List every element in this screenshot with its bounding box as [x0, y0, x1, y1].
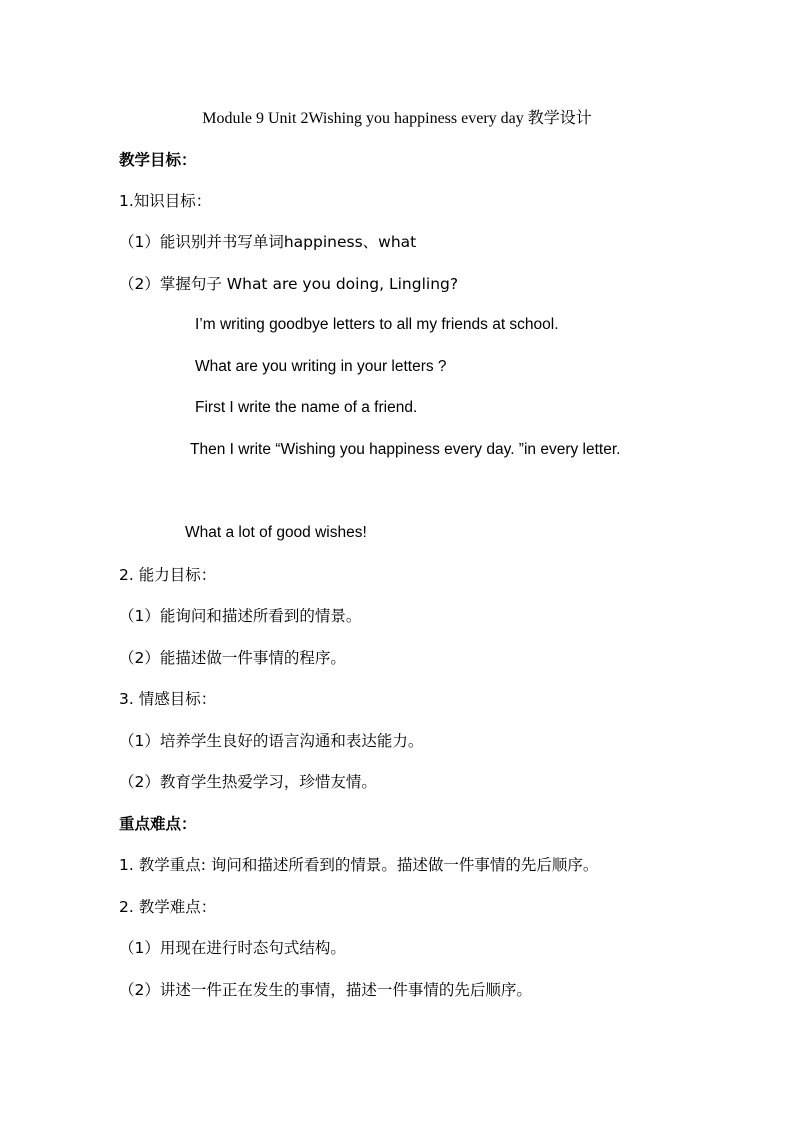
teaching-difficulty-heading: 2. 教学难点： — [119, 898, 217, 916]
emotion-item-2: （2）教育学生热爱学习，珍惜友情。 — [119, 773, 377, 791]
sentence-line: What are you writing in your letters ? — [195, 358, 447, 375]
emotion-item-1: （1）培养学生良好的语言沟通和表达能力。 — [119, 732, 424, 750]
sentence-line: I’m writing goodbye letters to all my friends at school. — [195, 316, 559, 333]
knowledge-item-1: （1）能识别并书写单词happiness、what — [119, 233, 417, 251]
ability-item-2: （2）能描述做一件事情的程序。 — [119, 649, 346, 667]
sentence-line: Then I write “Wishing you happiness every day. ”in every letter. — [190, 441, 621, 458]
key-points-heading: 重点难点： — [119, 815, 197, 833]
difficulty-item-1: （1）用现在进行时态句式结构。 — [119, 939, 346, 957]
emotion-objectives-heading: 3. 情感目标： — [119, 690, 217, 708]
difficulty-item-2: （2）讲述一件正在发生的事情，描述一件事情的先后顺序。 — [119, 981, 532, 999]
sentence-line: First I write the name of a friend. — [195, 399, 418, 416]
objectives-heading: 教学目标： — [119, 151, 197, 169]
sentence-line: What a lot of good wishes! — [185, 524, 367, 541]
knowledge-objectives-heading: 1.知识目标： — [119, 192, 212, 210]
teaching-focus: 1. 教学重点: 询问和描述所看到的情景。描述做一件事情的先后顺序。 — [119, 856, 599, 874]
document-title: Module 9 Unit 2Wishing you happiness every day 教学设计 — [202, 110, 592, 127]
ability-item-1: （1）能询问和描述所看到的情景。 — [119, 607, 362, 625]
knowledge-item-2: （2）掌握句子 What are you doing, Lingling? — [119, 275, 459, 293]
ability-objectives-heading: 2. 能力目标： — [119, 566, 217, 584]
